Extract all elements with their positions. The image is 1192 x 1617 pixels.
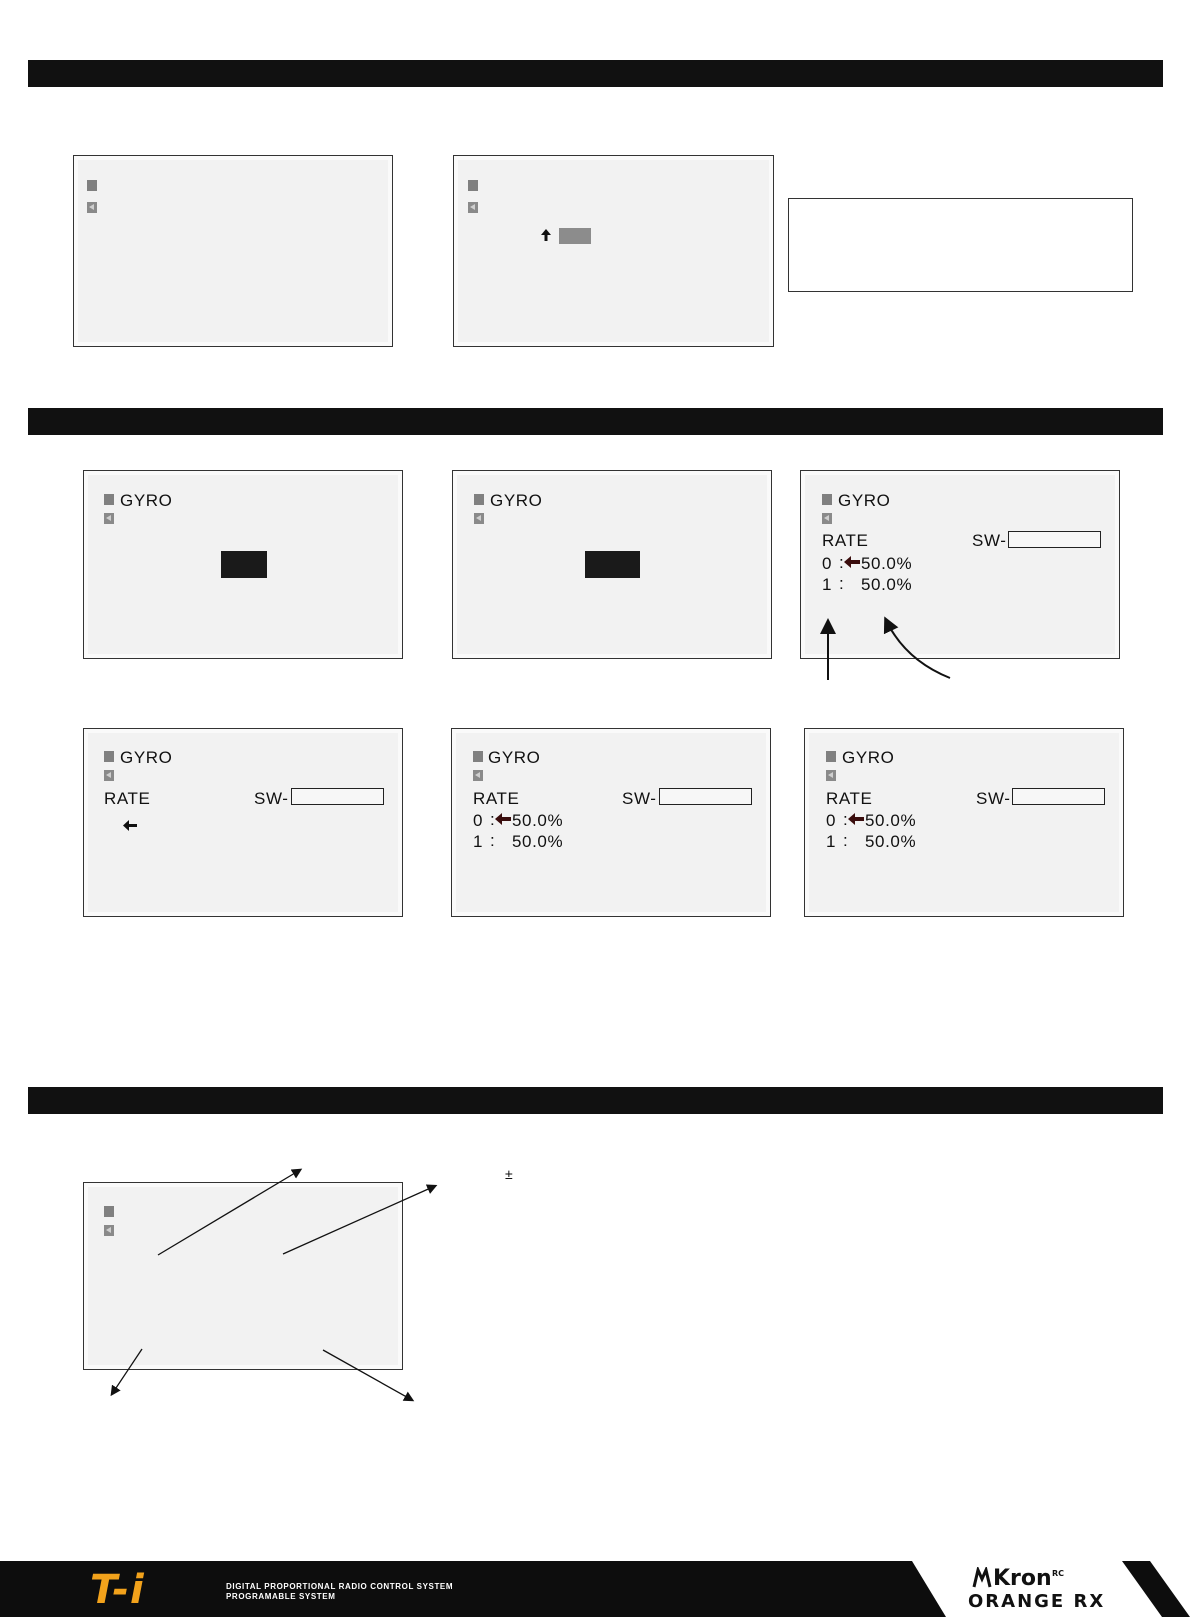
rate-label: RATE xyxy=(473,789,520,808)
brand-logo: T-i xyxy=(90,1567,145,1613)
separator: : xyxy=(839,574,845,593)
callout-arrow xyxy=(112,1349,142,1394)
logo-kron: Kron xyxy=(993,1566,1052,1591)
callout-arrow xyxy=(283,1186,435,1254)
separator: : xyxy=(490,831,496,850)
rate-label: RATE xyxy=(826,789,873,808)
switch-label: SW- xyxy=(622,789,657,808)
logo-rc: RC xyxy=(1052,1569,1065,1578)
callout-arrow xyxy=(158,1170,300,1255)
rate-label: RATE xyxy=(104,789,151,808)
screen-title: GYRO xyxy=(488,748,541,767)
switch-label: SW- xyxy=(976,789,1011,808)
screen-title: GYRO xyxy=(838,491,891,510)
rate-row-1-index: 1 xyxy=(473,832,484,851)
rate-value-0: 50.0% xyxy=(865,811,917,830)
screen-title: GYRO xyxy=(842,748,895,767)
plus-minus-symbol: ± xyxy=(505,1166,514,1182)
rate-row-0-index: 0 xyxy=(826,811,837,830)
separator: : xyxy=(490,810,496,829)
switch-label: SW- xyxy=(254,789,289,808)
footer-line-1: DIGITAL PROPORTIONAL RADIO CONTROL SYSTEM xyxy=(226,1582,454,1591)
separator: : xyxy=(843,831,849,850)
rate-row-1-index: 1 xyxy=(826,832,837,851)
callout-arrow xyxy=(323,1350,412,1400)
rate-value-1: 50.0% xyxy=(512,832,564,851)
separator: : xyxy=(839,553,845,572)
footer-line-2: PROGRAMABLE SYSTEM xyxy=(226,1592,336,1601)
rate-value-0: 50.0% xyxy=(861,554,913,573)
rate-row-0-index: 0 xyxy=(822,554,833,573)
footer xyxy=(0,1561,1192,1617)
screen-title: GYRO xyxy=(120,748,173,767)
screen-title: GYRO xyxy=(490,491,543,510)
logo-orange-rx: ORANGE RX xyxy=(968,1591,1106,1612)
rate-value-1: 50.0% xyxy=(865,832,917,851)
separator: : xyxy=(843,810,849,829)
switch-label: SW- xyxy=(972,531,1007,550)
rate-row-0-index: 0 xyxy=(473,811,484,830)
kron-emblem-icon xyxy=(972,1567,992,1589)
rate-value-1: 50.0% xyxy=(861,575,913,594)
screen-title: GYRO xyxy=(120,491,173,510)
annotation-arrow xyxy=(886,620,950,678)
rate-value-0: 50.0% xyxy=(512,811,564,830)
rate-label: RATE xyxy=(822,531,869,550)
rate-row-1-index: 1 xyxy=(822,575,833,594)
